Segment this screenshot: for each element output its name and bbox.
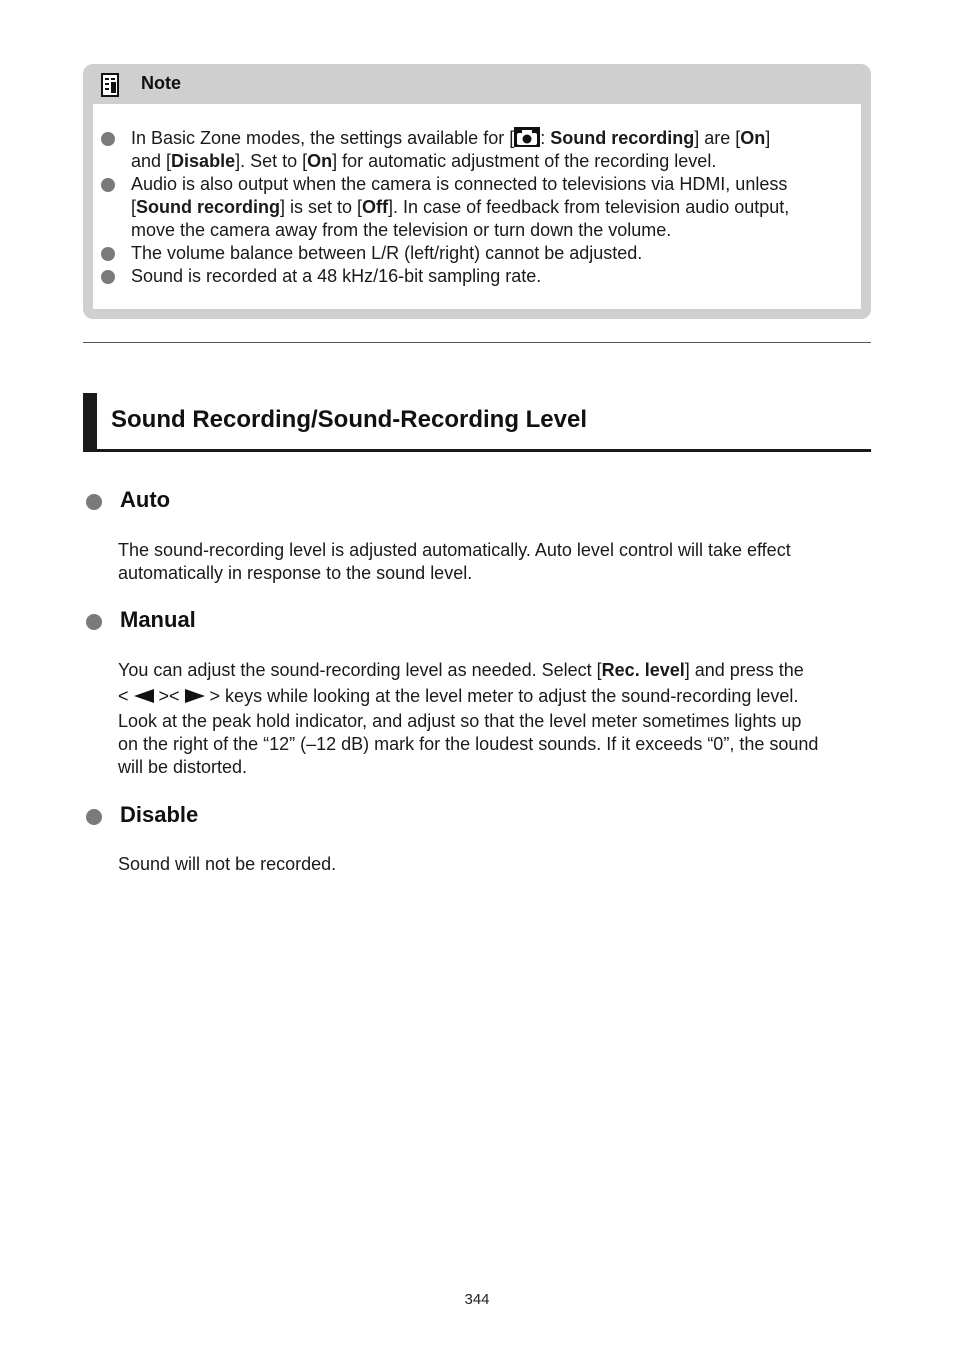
- text-run: ]. In case of feedback from television audio output,: [388, 197, 790, 217]
- menu-term: Rec. level: [601, 660, 685, 680]
- text-line: on the right of the “12” (–12 dB) mark for the loudest sounds. If it exceeds “0”, the sound: [118, 734, 819, 754]
- disable-description: [118, 853, 870, 876]
- section-title: Sound Recording/Sound-Recording Level: [111, 406, 588, 433]
- text-line: Sound will not be recorded.: [118, 854, 337, 874]
- note-title: Note: [141, 73, 181, 93]
- note-item-text: Sound is recorded at a 48 kHz/16-bit sampling rate.: [131, 266, 542, 286]
- right-arrow-icon: [185, 689, 205, 703]
- section-heading: [83, 393, 871, 452]
- text-line: automatically in response to the sound level.: [118, 563, 473, 583]
- bullet-icon: [101, 247, 115, 261]
- heading-bar: [83, 393, 97, 452]
- bullet-icon: [86, 809, 102, 825]
- text-run: > keys while looking at the level meter to adjust the sound-recording level.: [204, 686, 799, 706]
- bullet-icon: [86, 614, 102, 630]
- menu-term: On: [307, 151, 333, 171]
- text-line: Audio is also output when the camera is connected to televisions via HDMI, unless: [131, 174, 788, 194]
- note-box: [83, 64, 871, 319]
- manual-description: [118, 659, 870, 779]
- note-body: [93, 104, 861, 309]
- subheading-disable: [86, 802, 786, 832]
- note-item-text: [131, 173, 851, 242]
- note-item-text: The volume balance between L/R (left/right) cannot be adjusted.: [131, 243, 643, 263]
- text-run: ]. Set to [: [235, 151, 308, 171]
- text-line: will be distorted.: [118, 757, 248, 777]
- bullet-icon: [101, 270, 115, 284]
- subheading-manual: [86, 607, 786, 637]
- note-item-text: [131, 127, 851, 173]
- left-arrow-icon: [134, 689, 154, 703]
- text-run: ]: [765, 128, 771, 148]
- menu-term: Off: [362, 197, 389, 217]
- camera-icon: [514, 127, 540, 147]
- menu-term: On: [740, 128, 766, 148]
- text-run: [: [131, 197, 137, 217]
- text-run: ><: [153, 686, 185, 706]
- text-run: ] is set to [: [280, 197, 363, 217]
- text-run: ] for automatic adjustment of the recording level.: [332, 151, 717, 171]
- text-run: ] and press the: [684, 660, 804, 680]
- text-run: <: [118, 686, 134, 706]
- bullet-icon: [86, 494, 102, 510]
- text-run: In Basic Zone modes, the settings available for [: [131, 128, 515, 148]
- text-run: :: [540, 128, 551, 148]
- heading-underline: [83, 449, 871, 452]
- bullet-icon: [101, 178, 115, 192]
- menu-term: Sound recording: [136, 197, 281, 217]
- subheading-label: Disable: [120, 802, 199, 827]
- subheading-label: Manual: [120, 607, 196, 632]
- note-header: [83, 64, 871, 104]
- text-line: Look at the peak hold indicator, and adjust so that the level meter sometimes lights up: [118, 711, 802, 731]
- text-run: You can adjust the sound-recording level as needed. Select [: [118, 660, 602, 680]
- menu-term: Disable: [171, 151, 236, 171]
- text-run: and [: [131, 151, 172, 171]
- divider: [83, 342, 871, 343]
- bullet-icon: [101, 132, 115, 146]
- text-run: ] are [: [694, 128, 741, 148]
- text-line: The sound-recording level is adjusted automatically. Auto level control will take effect: [118, 540, 791, 560]
- page-number: 344: [464, 1291, 490, 1308]
- text-line: move the camera away from the television or turn down the volume.: [131, 220, 672, 240]
- auto-description: [118, 539, 870, 585]
- note-icon: [101, 73, 119, 97]
- subheading-label: Auto: [120, 487, 171, 512]
- menu-term: Sound recording: [550, 128, 695, 148]
- subheading-auto: [86, 487, 786, 517]
